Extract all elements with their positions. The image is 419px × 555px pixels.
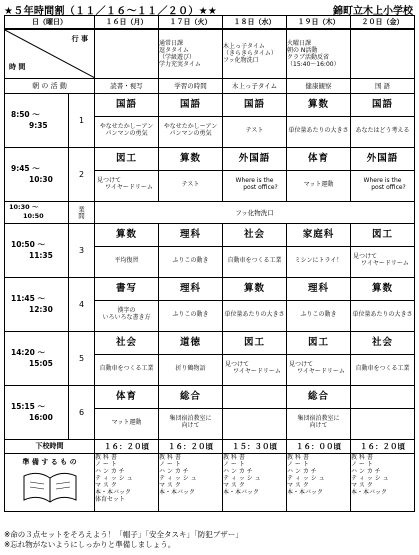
lesson-note: 単位量あたりの大きさ (352, 310, 413, 318)
lesson-cell (95, 147, 159, 201)
subject: 家庭科 (287, 224, 350, 247)
subject: 図工 (351, 224, 414, 247)
morning-activity: 国 語 (351, 78, 415, 93)
period-end: 10:50 (23, 212, 44, 220)
subject: 理科 (159, 224, 222, 247)
morning-activity: 木上っ子タイム (223, 78, 287, 93)
period-time (5, 331, 69, 385)
prep-item: 体育セット (95, 495, 126, 503)
day-header: １９日（木） (287, 16, 351, 29)
subject: 国語 (95, 94, 158, 117)
events-cell (159, 29, 223, 79)
prep-item: ハ ン カ チ (223, 467, 253, 475)
event-line: 逗タタイム (159, 46, 189, 54)
subject: 社会 (95, 332, 158, 355)
lesson-cell (351, 385, 415, 439)
prep-item: ノ ー ト (351, 460, 373, 468)
timetable (4, 15, 415, 512)
lesson-note: ふりこの動き (172, 310, 209, 318)
events-label: 行 事 (71, 34, 88, 43)
school-name: 錦町立木上小学校 (333, 6, 413, 17)
lesson-note: やなせたかしーアン パンマンの勇気 (163, 122, 218, 137)
prep-item: 教 科 書 (351, 453, 373, 461)
lesson-cell (95, 223, 159, 277)
lesson-note: 見つけて ワイヤードリーム (353, 252, 409, 267)
subject: 外国語 (351, 148, 414, 171)
prep-item: ハ ン カ チ (159, 467, 189, 475)
subject: 国語 (159, 94, 222, 117)
lesson-cell (223, 277, 287, 331)
event-line: （15:40〜16:00） (287, 60, 340, 68)
day-label: 日（曜日） (5, 16, 95, 29)
prep-item: 教 科 書 (95, 453, 117, 461)
subject: 算数 (95, 224, 158, 247)
lesson-note: ふりこの動き (172, 256, 209, 264)
prep-item: ノ ー ト (159, 460, 181, 468)
period-start: 8:50 〜 (11, 110, 40, 119)
lesson-cell (159, 147, 223, 201)
subject: 総合 (287, 386, 350, 409)
book-icon (5, 468, 94, 504)
prep-items (223, 453, 287, 511)
period-end: 11:35 (29, 251, 53, 260)
lesson-note: 集団宿泊教室に 向けて (297, 414, 340, 429)
lesson-note: ミシンにトライ！ (294, 256, 343, 264)
prep-label-cell (5, 453, 95, 511)
lesson-note: 平均復習 (114, 256, 139, 264)
period-time (5, 277, 69, 331)
prep-item: ノ ー ト (287, 460, 309, 468)
lesson-cell (287, 223, 351, 277)
lesson-cell (287, 331, 351, 385)
events-cell (351, 29, 415, 79)
prep-item: テ ィ ッ シ ュ (223, 474, 261, 482)
events-cell (95, 29, 159, 79)
lesson-note: マット運動 (303, 180, 334, 188)
lesson-note: ふりこの動き (300, 310, 337, 318)
lesson-note: 見つけて ワイヤードリーム (225, 360, 281, 375)
event-line: クラブ活動反省 (287, 53, 330, 61)
lesson-note: やなせたかしーアン パンマンの勇気 (99, 122, 154, 137)
event-line: 火曜日課 (287, 39, 312, 47)
subject: 体育 (95, 386, 158, 409)
prep-items (95, 453, 159, 511)
event-line: （学級遊び） (159, 53, 196, 61)
subject: 総合 (159, 386, 222, 409)
subject: 図工 (95, 148, 158, 171)
period-time (5, 201, 69, 223)
footer-notes (4, 530, 243, 550)
event-line: 朝の N活動 (287, 46, 318, 54)
subject: 算数 (351, 278, 414, 301)
lesson-cell (287, 93, 351, 147)
subject: 算数 (223, 278, 286, 301)
lesson-note: あなたはどう考える (355, 126, 410, 134)
lesson-cell (223, 331, 287, 385)
lesson-note: Where is the post office? (363, 176, 406, 191)
prep-item: テ ィ ッ シ ュ (351, 474, 389, 482)
lesson-cell (159, 331, 223, 385)
morning-activity: 学習の時間 (159, 78, 223, 93)
lesson-note: 折り鶴物語 (175, 364, 206, 372)
period-start: 14:20 〜 (11, 348, 45, 357)
lesson-cell (159, 93, 223, 147)
lesson-note: 漢字の いろいろな書き方 (102, 306, 151, 321)
subject (223, 386, 286, 409)
lesson-cell (95, 385, 159, 439)
event-line: 学力充実タイム (159, 60, 201, 68)
period-time (5, 385, 69, 439)
morning-activity: 健康観察 (287, 78, 351, 93)
subject: 算数 (159, 148, 222, 171)
lesson-cell (159, 223, 223, 277)
prep-label: 準 備 す る も の (22, 457, 77, 466)
lesson-note: 自動車をつくる工業 (99, 364, 154, 372)
prep-item: マ ス ク (159, 481, 181, 489)
day-header: １７日（火） (159, 16, 223, 29)
subject: 図工 (287, 332, 350, 355)
period-time (5, 223, 69, 277)
lesson-cell (95, 277, 159, 331)
period-end: 9:35 (29, 121, 48, 130)
prep-item: ノ ー ト (223, 460, 245, 468)
day-header: ２０日（金） (351, 16, 415, 29)
lesson-note (223, 409, 286, 419)
dismissal-time: １６：２０頃 (159, 439, 223, 453)
subject: 書写 (95, 278, 158, 301)
lesson-note: テスト (245, 126, 264, 134)
dismissal-time: １６：００頃 (287, 439, 351, 453)
dismissal-time: １６：２０頃 (95, 439, 159, 453)
prep-item: マ ス ク (95, 481, 117, 489)
lesson-cell (223, 93, 287, 147)
lesson-cell (351, 93, 415, 147)
lesson-cell (287, 147, 351, 201)
lesson-cell (287, 385, 351, 439)
lesson-note: 自動車をつくる工業 (227, 256, 282, 264)
lesson-cell (351, 223, 415, 277)
prep-item: 教 科 書 (159, 453, 181, 461)
subject: 体育 (287, 148, 350, 171)
subject: 道徳 (159, 332, 222, 355)
prep-item: テ ィ ッ シ ュ (95, 474, 133, 482)
period-start: 11:45 〜 (11, 294, 45, 303)
time-label: 時 間 (9, 62, 26, 71)
events-label-cell (5, 29, 95, 79)
period-number: 2 (69, 147, 95, 201)
period-start: 9:45 〜 (11, 164, 40, 173)
dismissal-label: 下校時間 (5, 439, 95, 453)
lesson-note: テスト (181, 180, 200, 188)
period-end: 12:30 (29, 305, 53, 314)
lesson-note: 見つけて ワイヤードリーム (97, 176, 153, 191)
prep-item: 本・本バック (287, 488, 324, 496)
lesson-note: 単位量あたりの大きさ (224, 310, 285, 318)
lesson-note: 見つけて ワイヤードリーム (289, 360, 345, 375)
prep-item: ノ ー ト (95, 460, 117, 468)
period-number: 3 (69, 223, 95, 277)
break-activity: フッ化物洗口 (95, 201, 415, 223)
dismissal-time: １６：２０頃 (351, 439, 415, 453)
subject: 理科 (159, 278, 222, 301)
subject: 社会 (223, 224, 286, 247)
prep-item: 本・本バック (351, 488, 388, 496)
subject: 理科 (287, 278, 350, 301)
lesson-cell (223, 385, 287, 439)
morning-label: 朝 の 活 動 (5, 78, 95, 93)
period-end: 10:30 (29, 175, 53, 184)
prep-item: ハ ン カ チ (287, 467, 317, 475)
lesson-cell (95, 331, 159, 385)
event-line: 通常日課 (159, 39, 184, 47)
lesson-note: 単位量あたりの大きさ (288, 126, 349, 134)
prep-item: ハ ン カ チ (351, 467, 381, 475)
subject: 算数 (287, 94, 350, 117)
prep-item: マ ス ク (351, 481, 373, 489)
subject: 国語 (351, 94, 414, 117)
morning-activity: 読書・視写 (95, 78, 159, 93)
lesson-cell (351, 277, 415, 331)
lesson-cell (159, 277, 223, 331)
lesson-note: 自動車をつくる工業 (355, 364, 410, 372)
events-cell (287, 29, 351, 79)
lesson-cell (351, 147, 415, 201)
lesson-cell (159, 385, 223, 439)
period-number: 6 (69, 385, 95, 439)
day-header: １６日（月） (95, 16, 159, 29)
lesson-cell (223, 147, 287, 201)
lesson-note: マット運動 (111, 418, 142, 426)
period-number: 1 (69, 93, 95, 147)
period-number: 4 (69, 277, 95, 331)
prep-item: 本・本バック (159, 488, 196, 496)
prep-item: マ ス ク (223, 481, 245, 489)
prep-item: 教 科 書 (287, 453, 309, 461)
lesson-note: Where is the post office? (235, 176, 278, 191)
subject: 国語 (223, 94, 286, 117)
prep-item: テ ィ ッ シ ュ (287, 474, 325, 482)
subject: 社会 (351, 332, 414, 355)
dismissal-time: １５：３０頃 (223, 439, 287, 453)
page-title: ★５年時間割（１１／１６〜１１／２０）★★ (4, 6, 218, 17)
event-line: フッ化物洗口 (223, 57, 259, 64)
break-label: 業間 (69, 201, 95, 223)
footer-note: ※命の３点セットをそろえよう！「帽子」「安全タスキ」「防犯ブザー」 (4, 530, 243, 539)
event-line: （きらきらタイム） (223, 50, 277, 57)
subject: 図工 (223, 332, 286, 355)
period-time (5, 147, 69, 201)
lesson-cell (351, 331, 415, 385)
period-number: 5 (69, 331, 95, 385)
events-cell (223, 29, 287, 79)
lesson-note: 集団宿泊教室に 向けて (169, 414, 212, 429)
prep-item: テ ィ ッ シ ュ (159, 474, 197, 482)
event-line: 木上っ子タイム (223, 43, 265, 50)
lesson-cell (95, 93, 159, 147)
subject (351, 386, 414, 409)
lesson-cell (223, 223, 287, 277)
period-end: 16:00 (29, 413, 53, 422)
period-start: 15:15 〜 (11, 402, 45, 411)
period-start: 10:30 〜 (9, 203, 39, 211)
prep-item: ハ ン カ チ (95, 467, 125, 475)
prep-items (351, 453, 415, 511)
period-end: 15:05 (29, 359, 53, 368)
lesson-note (351, 409, 414, 419)
prep-items (159, 453, 223, 511)
period-start: 10:50 〜 (11, 240, 45, 249)
prep-items (287, 453, 351, 511)
prep-item: マ ス ク (287, 481, 309, 489)
prep-item: 教 科 書 (223, 453, 245, 461)
lesson-cell (287, 277, 351, 331)
footer-note: ※忘れ物がないようにしっかりと準備しましょう。 (4, 540, 176, 549)
period-time (5, 93, 69, 147)
prep-item: 本・本バック (95, 488, 132, 496)
day-header: １８日（水） (223, 16, 287, 29)
prep-item: 本・本バック (223, 488, 260, 496)
subject: 外国語 (223, 148, 286, 171)
